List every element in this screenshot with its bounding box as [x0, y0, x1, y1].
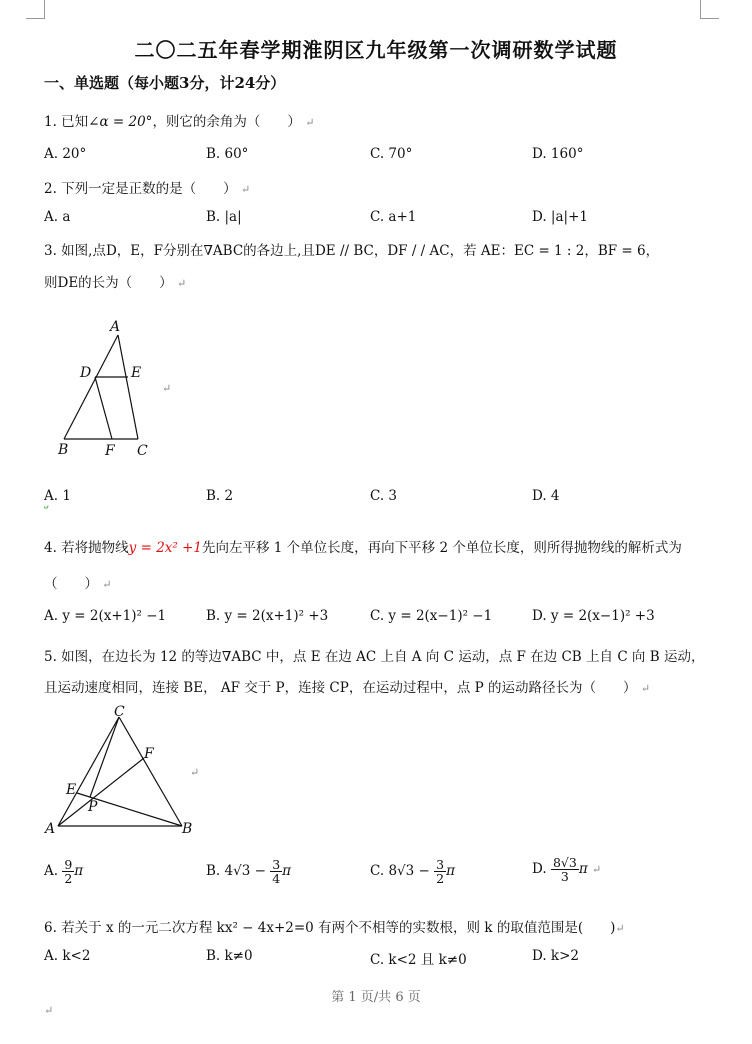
q4-option-d: D. y = 2(x−1)² +3 [532, 608, 655, 624]
q5-label-c: C [114, 704, 125, 720]
page-footer: 第 1 页/共 6 页 [331, 990, 421, 1005]
q3-label-d: D [80, 365, 92, 381]
question-5-line-1: 5. 如图，在边长为 12 的等边∇ABC 中，点 E 在边 AC 上自 A 向 C 运动，点 F 在边 CB 上自 C 向 B 运动， [44, 649, 705, 665]
q5-option-a: A. $\frac{9}{2}$ π [44, 857, 84, 887]
q1-option-d: D. 160° [532, 146, 584, 162]
q2-option-d: D. |a|+1 [532, 209, 588, 225]
q5-label-p: P [88, 799, 98, 815]
q1-option-c: C. 70° [370, 146, 413, 162]
q6-option-c: C. k<2 且 k≠0 [370, 952, 467, 968]
question-4-line-1: 4. 若将抛物线y = 2x² +1先向左平移 1 个单位长度，再向下平移 2 个单位长度，则所得抛物线的解析式为 [44, 540, 682, 556]
q5-figure-mark: ↵ [190, 766, 200, 779]
section-heading: 一、单选题（每小题3分，计24分） [44, 74, 286, 92]
q5-label-a: A [45, 821, 56, 837]
q3-figure-mark: ↵ [162, 382, 172, 395]
q6-option-a: A. k<2 [44, 948, 91, 964]
end-paragraph-mark: ↵ [44, 1004, 54, 1017]
q5-label-e: E [66, 782, 77, 798]
q3-options-row [44, 488, 560, 504]
q5-label-f: F [144, 746, 154, 762]
page-title: 二〇二五年春学期淮阴区九年级第一次调研数学试题 [134, 38, 618, 62]
q4-option-c: C. y = 2(x−1)² −1 [370, 608, 493, 624]
q3-option-b: B. 2 [206, 488, 234, 504]
q5-equilateral-triangle-figure [40, 702, 210, 842]
q5-label-b: B [182, 821, 193, 837]
q1-option-a: A. 20° [44, 146, 87, 162]
q2-option-b: B. |a| [206, 209, 242, 225]
q4-option-a: A. y = 2(x+1)² −1 [44, 608, 167, 624]
q3-label-b: B [58, 442, 69, 458]
q2-option-c: C. a+1 [370, 209, 417, 225]
q5-option-d: D. $\frac{8√3}{3}$ π ↵ [532, 855, 602, 885]
question-6: 6. 若关于 x 的一元二次方程 kx² − 4x+2=0 有两个不相等的实数根，则 k 的取值范围是( )↵ [44, 920, 625, 936]
corner-mark-top-left [26, 0, 45, 19]
question-3-line-2: 则DE的长为（ ） ↵ [44, 275, 187, 291]
q3-option-d: D. 4 [532, 488, 560, 504]
q1-option-b: B. 60° [206, 146, 249, 162]
question-2: 2. 下列一定是正数的是（ ） ↵ [44, 181, 251, 197]
corner-mark-top-right [700, 0, 719, 19]
q4-red-expression: y = 2x² +1 [128, 540, 202, 556]
q4-option-b: B. y = 2(x+1)² +3 [206, 608, 329, 624]
q3-label-f: F [105, 443, 115, 459]
q6-option-b: B. k≠0 [206, 948, 253, 964]
q1-expression: ∠α = 20° [88, 114, 153, 130]
q3-option-c: C. 3 [370, 488, 398, 504]
q3-option-a: A. 1 [44, 488, 71, 504]
q5-option-c: C. 8√3 − $\frac{3}{2}$ π [370, 857, 455, 887]
question-3-line-1: 3. 如图,点D，E，F分别在∇ABC的各边上,且DE // BC，DF / / AC，若 AE：EC = 1 : 2，BF = 6， [44, 243, 660, 259]
question-4-line-2: （ ） ↵ [44, 576, 112, 592]
q3-label-c: C [137, 443, 148, 459]
question-1: 1. 已知∠α = 20°，则它的余角为（ ） ↵ [44, 114, 315, 130]
question-5-line-2: 且运动速度相同，连接 BE， AF 交于 P，连接 CP，在运动过程中，点 P 的运动路径长为（ ） ↵ [44, 680, 651, 696]
q5-option-b: B. 4√3 − $\frac{3}{4}$ π [206, 857, 292, 887]
q3-label-e: E [131, 365, 142, 381]
q3-label-a: A [110, 319, 121, 335]
q6-option-d: D. k>2 [532, 948, 580, 964]
q2-option-a: A. a [44, 209, 71, 225]
